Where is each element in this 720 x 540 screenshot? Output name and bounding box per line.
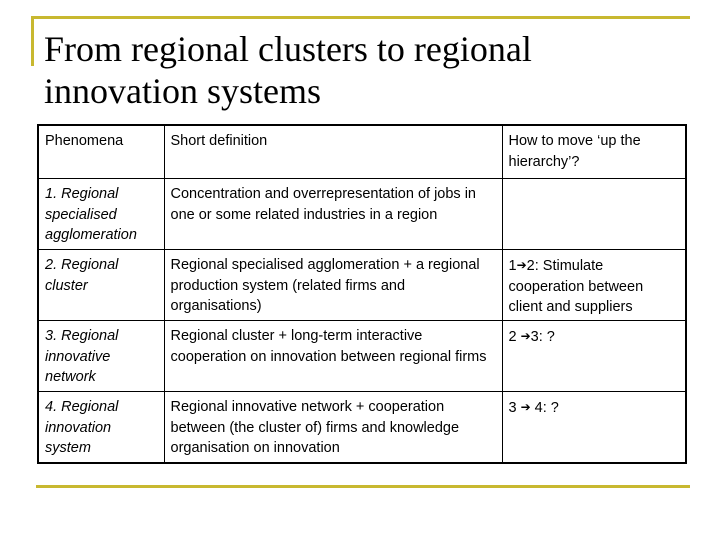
definition-cell: Regional cluster + long-term interactive cooperation on innovation between regional firms	[164, 321, 502, 392]
move-from: 3	[508, 400, 521, 416]
phenomenon-cell: 4. Regional innovation system	[38, 392, 164, 464]
right-arrow-icon: ➔	[516, 258, 527, 272]
header-phenomena: Phenomena	[38, 125, 164, 179]
move-to: 4	[530, 400, 543, 416]
move-cell	[502, 250, 686, 321]
move-text: : ?	[542, 400, 559, 416]
table-header-row	[38, 125, 686, 179]
table-row	[38, 392, 686, 464]
phenomenon-cell: 3. Regional innovative network	[38, 321, 164, 392]
move-text: : Stimulate cooperation between client and suppliers	[508, 258, 644, 315]
move-cell	[502, 392, 686, 464]
move-to: 3	[530, 329, 539, 345]
move-from: 2	[508, 329, 521, 345]
right-arrow-icon: ➔	[520, 400, 531, 414]
definition-cell: Concentration and overrepresentation of jobs in one or some related industries in a region	[164, 179, 502, 250]
move-cell	[502, 321, 686, 392]
phenomena-table	[37, 124, 687, 464]
definition-cell: Regional innovative network + cooperation between (the cluster of) firms and knowledge organisation on innovation	[164, 392, 502, 464]
move-text: : ?	[538, 329, 555, 345]
frame-left-line	[31, 16, 34, 66]
move-to: 2	[526, 258, 535, 274]
move-cell	[502, 179, 686, 250]
table-row	[38, 179, 686, 250]
frame-top-line	[31, 16, 690, 19]
header-short-definition: Short definition	[164, 125, 502, 179]
phenomenon-cell: 2. Regional cluster	[38, 250, 164, 321]
right-arrow-icon: ➔	[520, 329, 531, 343]
header-how-to-move: How to move ‘up the hierarchy’?	[502, 125, 686, 179]
move-from: 1	[508, 258, 517, 274]
phenomenon-cell: 1. Regional specialised agglomeration	[38, 179, 164, 250]
table-row	[38, 321, 686, 392]
slide-title: From regional clusters to regional innovation systems	[44, 29, 532, 111]
frame-bottom-line	[36, 485, 690, 488]
definition-cell: Regional specialised agglomeration + a regional production system (related firms and organisations)	[164, 250, 502, 321]
table-row	[38, 250, 686, 321]
